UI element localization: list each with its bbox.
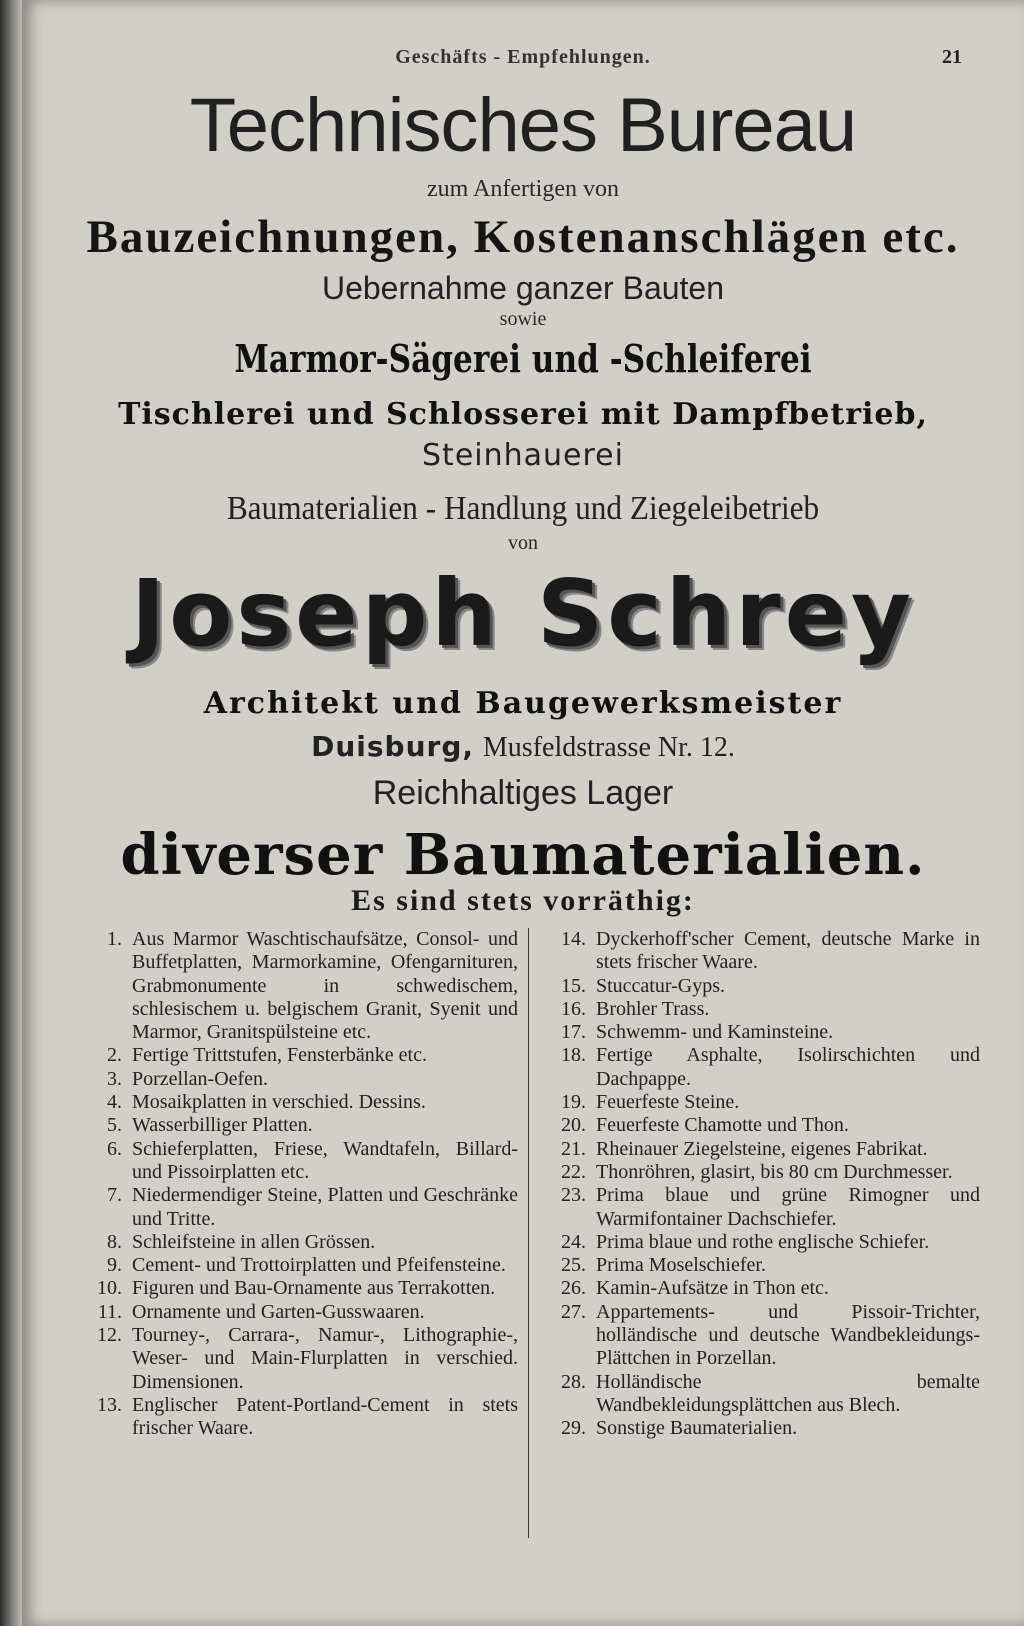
page — [22, 0, 1024, 1626]
list-item — [542, 1161, 980, 1184]
list-item — [542, 1417, 980, 1440]
item-number: 3. — [107, 1067, 122, 1090]
list-item — [542, 1231, 980, 1254]
item-number: 23. — [561, 1184, 586, 1207]
list-item — [542, 998, 980, 1021]
item-number: 22. — [561, 1160, 586, 1183]
list-item — [78, 1324, 518, 1394]
item-number: 26. — [561, 1277, 586, 1300]
list-item — [542, 1091, 980, 1114]
item-number: 19. — [561, 1091, 586, 1114]
item-number: 18. — [561, 1044, 586, 1067]
item-number: 21. — [561, 1137, 586, 1160]
item-text: Stuccatur-Gyps. — [596, 974, 726, 997]
item-number: 9. — [107, 1254, 122, 1277]
running-title: Geschäfts - Empfehlungen. — [395, 46, 651, 68]
list-item — [78, 1138, 518, 1185]
item-number: 15. — [561, 974, 586, 997]
item-text: Schieferplatten, Friese, Wandtafeln, Billard- und Pissoirplatten etc. — [132, 1137, 518, 1183]
list-item — [78, 1044, 518, 1067]
list-item — [78, 1091, 518, 1114]
stock-list-right — [542, 928, 980, 1441]
stock-list-left — [78, 928, 518, 1441]
item-number: 5. — [107, 1114, 122, 1137]
item-text: Prima blaue und grüne Rimogner und Warmifontainer Dachschiefer. — [596, 1184, 980, 1230]
item-text: Schwemm- und Kaminsteine. — [596, 1021, 834, 1044]
item-number: 7. — [107, 1184, 122, 1207]
line-bauzeichnungen: Bauzeichnungen, Kostenanschlägen etc. — [86, 211, 960, 263]
list-item — [78, 928, 518, 1044]
list-item — [542, 1301, 980, 1371]
item-number: 20. — [561, 1114, 586, 1137]
item-number: 27. — [561, 1300, 586, 1323]
item-text: Ornamente und Garten-Gusswaaren. — [132, 1300, 425, 1323]
item-text: Dyckerhoff'scher Cement, deutsche Marke in stets frischer Waare. — [596, 928, 980, 974]
page-header — [22, 46, 1024, 76]
list-item — [542, 975, 980, 998]
line-sowie: sowie — [499, 308, 547, 330]
list-item — [78, 1277, 518, 1300]
company-name: Joseph Schrey — [130, 560, 915, 667]
list-item — [78, 1114, 518, 1137]
item-number: 8. — [107, 1230, 122, 1253]
item-text: Mosaikplatten in verschied. Dessins. — [132, 1091, 426, 1114]
item-text: Holländische bemalte Wandbekleidungsplättchen aus Blech. — [596, 1370, 980, 1416]
item-text: Prima Moselschiefer. — [596, 1254, 766, 1277]
line-diverser: diverser Baumaterialien. — [120, 822, 926, 888]
item-text: Sonstige Baumaterialien. — [596, 1417, 798, 1440]
street-address: Musfeldstrasse Nr. 12. — [482, 732, 735, 763]
city: Duisburg, — [311, 730, 474, 763]
page-number: 21 — [942, 46, 962, 68]
item-number: 1. — [107, 928, 122, 950]
line-profession: Architekt und Baugewerksmeister — [203, 686, 843, 721]
item-text: Kamin-Aufsätze in Thon etc. — [596, 1277, 829, 1300]
item-number: 6. — [107, 1137, 122, 1160]
list-item — [542, 1021, 980, 1044]
line-uebernahme: Uebernahme ganzer Bauten — [321, 270, 725, 306]
item-number: 25. — [561, 1254, 586, 1277]
item-text: Fertige Asphalte, Isolirschichten und Dachpappe. — [596, 1044, 980, 1090]
list-item — [542, 1044, 980, 1091]
item-text: Porzellan-Oefen. — [132, 1067, 269, 1090]
column-divider — [528, 928, 529, 1538]
list-item — [542, 1371, 980, 1418]
item-number: 28. — [561, 1370, 586, 1393]
item-number: 10. — [97, 1277, 122, 1300]
list-item — [542, 1114, 980, 1137]
item-text: Fertige Trittstufen, Fensterbänke etc. — [132, 1044, 427, 1067]
line-marmor: Marmor-Sägerei und -Schleiferei — [234, 336, 812, 381]
line-tischlerei: Tischlerei und Schlosserei mit Dampfbetrieb, — [118, 397, 928, 432]
item-number: 2. — [107, 1044, 122, 1067]
address-line — [22, 730, 1024, 764]
item-text: Prima blaue und rothe englische Schiefer. — [596, 1230, 930, 1253]
item-number: 12. — [97, 1324, 122, 1347]
list-item — [542, 1138, 980, 1161]
item-number: 24. — [561, 1230, 586, 1253]
item-text: Englischer Patent-Portland-Cement in stets frischer Waare. — [132, 1393, 518, 1440]
list-item — [78, 1254, 518, 1277]
item-text: Appartements- und Pissoir-Trichter, holländische und deutsche Wandbekleidungs-Plättchen in Porzellan. — [596, 1300, 980, 1370]
list-item — [78, 1301, 518, 1324]
item-number: 14. — [561, 928, 586, 950]
item-text: Figuren und Bau-Ornamente aus Terrakotten. — [132, 1277, 496, 1300]
list-item — [542, 1277, 980, 1300]
line-zum: zum Anfertigen von — [427, 176, 619, 202]
list-item — [78, 1184, 518, 1231]
item-number: 29. — [561, 1417, 586, 1440]
item-number: 13. — [97, 1393, 122, 1416]
line-lager: Reichhaltiges Lager — [372, 774, 674, 812]
item-number: 16. — [561, 997, 586, 1020]
item-text: Brohler Trass. — [596, 997, 710, 1020]
item-number: 17. — [561, 1021, 586, 1044]
list-item — [542, 928, 980, 975]
item-text: Feuerfeste Chamotte und Thon. — [596, 1114, 849, 1137]
list-item — [542, 1184, 980, 1231]
line-von: von — [508, 532, 538, 554]
line-baumaterialien-handlung: Baumaterialien - Handlung und Ziegeleibetrieb — [226, 490, 820, 527]
item-text: Wasserbilliger Platten. — [132, 1114, 313, 1137]
item-text: Tourney-, Carrara-, Namur-, Lithographie-, Weser- und Main-Flurplatten in verschied. Dimensionen. — [132, 1324, 518, 1393]
item-text: Aus Marmor Waschtischaufsätze, Consol- und Buffetplatten, Marmorkamine, Ofengarnituren, Grabmonumente in schwedischem, schlesischem u. belgischem Granit, Syenit und Marmor, Granitspülsteine etc. — [132, 928, 518, 1044]
item-number: 11. — [97, 1300, 122, 1323]
line-steinhauerei: Steinhauerei — [422, 438, 624, 473]
list-item — [542, 1254, 980, 1277]
item-text: Thonröhren, glasirt, bis 80 cm Durchmesser. — [596, 1160, 953, 1183]
item-number: 4. — [107, 1091, 122, 1114]
list-item — [78, 1068, 518, 1091]
book-gutter — [0, 0, 22, 1626]
ad-title: Technisches Bureau — [189, 83, 857, 168]
item-text: Cement- und Trottoirplatten und Pfeifensteine. — [132, 1254, 506, 1277]
item-text: Schleifsteine in allen Grössen. — [132, 1230, 376, 1253]
item-text: Niedermendiger Steine, Platten und Geschränke und Tritte. — [132, 1184, 518, 1230]
line-vorraethig: Es sind stets vorräthig: — [351, 884, 695, 917]
item-text: Feuerfeste Steine. — [596, 1091, 740, 1114]
list-item — [78, 1231, 518, 1254]
list-item — [78, 1394, 518, 1441]
item-text: Rheinauer Ziegelsteine, eigenes Fabrikat. — [596, 1137, 928, 1160]
